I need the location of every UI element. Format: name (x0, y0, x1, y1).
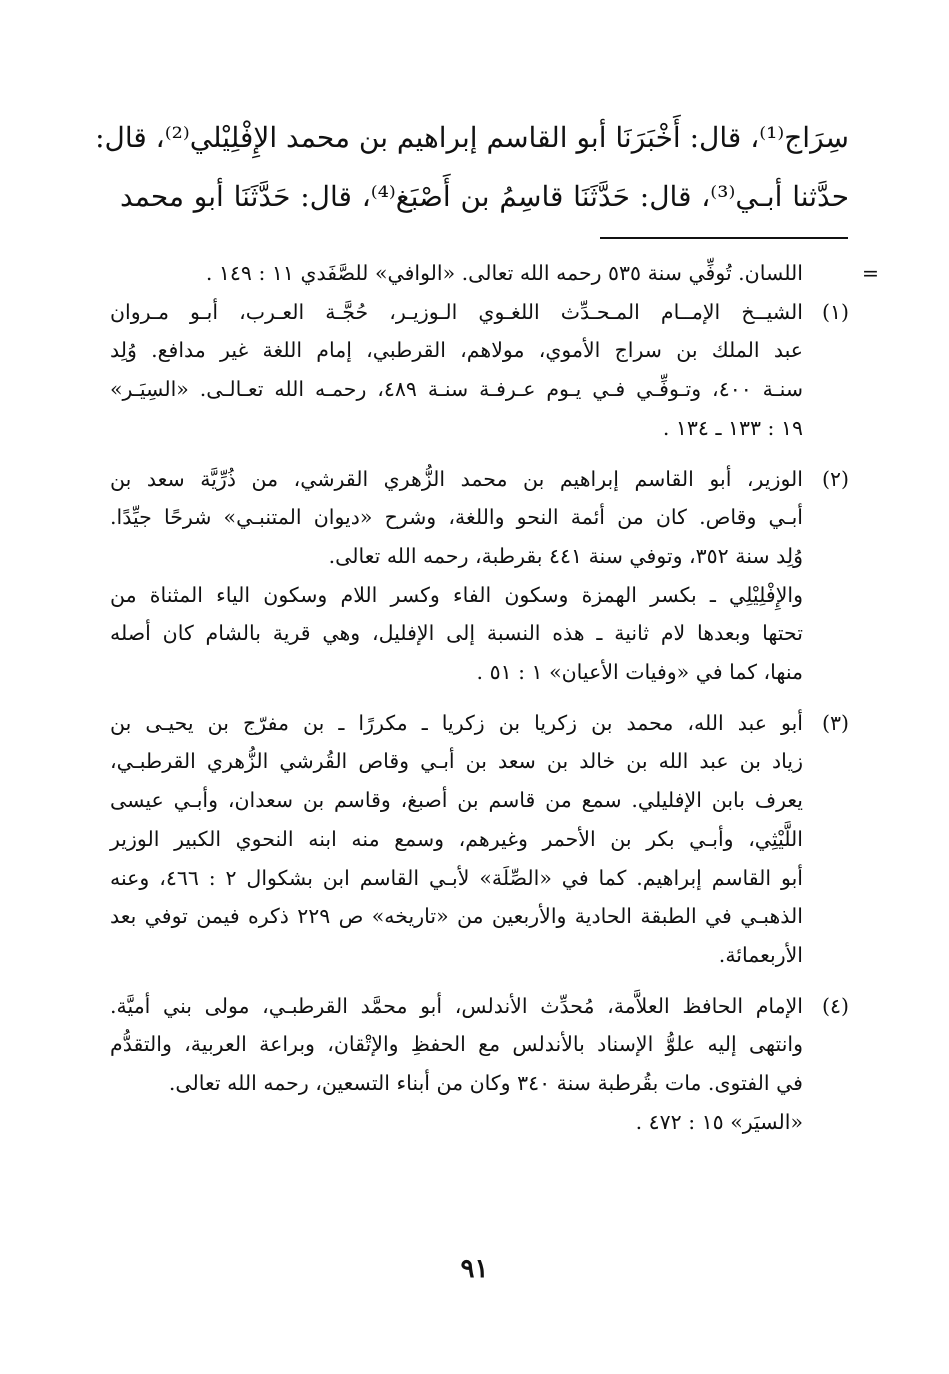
footnote-continuation (110, 254, 879, 293)
footnote-line (110, 897, 849, 936)
footnote-3 (110, 704, 849, 975)
footnote-line (110, 936, 849, 975)
footnote-text: تحتها وبعدها لام ثانية ـ هذه النسبة إلى الإفليل، وهي قرية بالشام كان أصله (110, 621, 803, 646)
footnote-text: الوزير، أبو القاسم إبراهيم بن محمد الزُّهري القرشي، من ذُرِّيَّة سعد بن (110, 466, 803, 491)
footnote-text: ١٩ : ١٣٣ ـ ١٣٤ . (662, 415, 803, 440)
footnote-text: في الفتوى. مات بقُرطبة سنة ٣٤٠ وكان من أبناء التسعين، رحمه الله تعالى. (168, 1071, 803, 1096)
footnote-2 (110, 460, 849, 692)
footnote-text: الإمام الحافظ العلاَّمة، مُحدِّث الأندلس، أبو محمَّد القرطبـي، مولى بني أميَّة. (110, 993, 803, 1018)
footnote-line (110, 1103, 849, 1142)
footnote-line (110, 653, 849, 692)
footnote-text: الأربعمائة. (718, 942, 803, 967)
continuation-marker: = (861, 261, 879, 285)
footnote-text: منها، كما في «وفيات الأعيان» ١ : ٥١ . (476, 660, 803, 685)
footnote-text: اللَّيْثِي، وأبـي بكر بن الأحمر وغيرهم، وسمع منه ابنه النحوي الكبير الوزير (110, 826, 803, 851)
main-text-line: حدَّثنا أبـي⁽³⁾، قال: حَدَّثَنَا قاسِمُ بن أَصْبَغ⁽⁴⁾، قال: حَدَّثَنَا أبو محمد (120, 180, 850, 213)
footnote-line (110, 742, 849, 781)
footnote-text: والإِفْلِيْلِي ـ بكسر الهمزة وسكون الفاء وكسر اللام وسكون الياء المثناة من (110, 582, 803, 607)
footnote-number: (٣) (821, 710, 849, 735)
footnote-text: أبو القاسم إبراهيم. كما في «الصِّلَة» لأبـي القاسم ابن بشكوال ٢ : ٤٦٦، وعنه (110, 865, 803, 890)
footnote-line (110, 576, 849, 615)
footnote-line (110, 537, 849, 576)
footnote-separator (600, 237, 848, 239)
footnote-line (110, 820, 849, 859)
footnote-text: سنـة ٤٠٠، وتـوفِّـي فـي يـوم عـرفـة سنـة ٤٨٩، رحمـه الله تعـالـى. «السِيَـر» (110, 377, 803, 402)
footnote-line (110, 987, 849, 1026)
footnote-text: أبو عبد الله، محمد بن زكريا بن زكريا ـ مكررًا ـ بن مفرّج بن يحيـى بن (110, 710, 803, 735)
footnote-text: وانتهى إليه علوُّ الإسناد بالأندلس مع الحفظِ والإتْقان، وبراعة العربية، والتقدُّم (110, 1032, 803, 1057)
main-text-line: سِرَاج⁽¹⁾، قال: أَخْبَرَنَا أبو القاسم إبراهيم بن محمد الإِفْلِيْلي⁽²⁾، قال: (95, 121, 849, 154)
footnotes (110, 254, 879, 1141)
footnote-line (110, 859, 849, 898)
footnote-1 (110, 293, 849, 448)
footnote-line (110, 370, 849, 409)
footnote-line (110, 460, 849, 499)
footnote-text: يعرف بابن الإفليلي. سمع من قاسم بن أصبغ، وقاسم بن سعدان، وأبـي عيسى (110, 788, 803, 813)
footnote-line (110, 498, 849, 537)
footnote-line (110, 409, 849, 448)
footnote-line (110, 1025, 849, 1064)
footnote-number: (٤) (821, 993, 849, 1018)
footnote-line (110, 781, 849, 820)
main-text-body (95, 108, 850, 226)
footnote-number: (١) (821, 299, 849, 324)
footnote-text: أبـي وقاص. كان من أئمة النحو واللغة، وشرح «ديوان المتنبـي» شرحًا جيِّدًا. (110, 505, 803, 530)
footnote-line (110, 293, 849, 332)
footnote-text: الذهبـي في الطبقة الحادية والأربعين من «تاريخه» ص ٢٢٩ ذكره فيمن توفي بعد (110, 904, 803, 929)
footnote-line (110, 1064, 849, 1103)
footnote-text: زياد بن عبد الله بن خالد بن سعد بن أبـي وقاص القُرشي الزُّهري القرطبـي، (110, 749, 803, 774)
footnote-text: «السيَر» ١٥ : ٤٧٢ . (635, 1109, 803, 1134)
footnote-number: (٢) (821, 466, 849, 491)
footnote-text: عبد الملك بن سراج الأموي، مولاهم، القرطبي، إمام اللغة غير مدافع. وُلِد (110, 338, 803, 363)
page-number: ٩١ (460, 1254, 489, 1284)
footnote-line (110, 704, 849, 743)
footnote-text: وُلِد سنة ٣٥٢، وتوفي سنة ٤٤١ بقرطبة، رحمه الله تعالى. (328, 543, 803, 568)
footnote-4 (110, 987, 849, 1142)
footnote-text: الشيــخ الإمــام المـحـدِّث اللغـوي الـوزيـر، حُجَّـة العـرب، أبـو مـروان (110, 299, 803, 324)
footnote-line (110, 331, 849, 370)
footnote-line (110, 614, 849, 653)
continuation-text: اللسان. تُوفِّي سنة ٥٣٥ رحمه الله تعالى. «الوافي» للصَّفَدي ١١ : ١٤٩ . (205, 261, 803, 285)
